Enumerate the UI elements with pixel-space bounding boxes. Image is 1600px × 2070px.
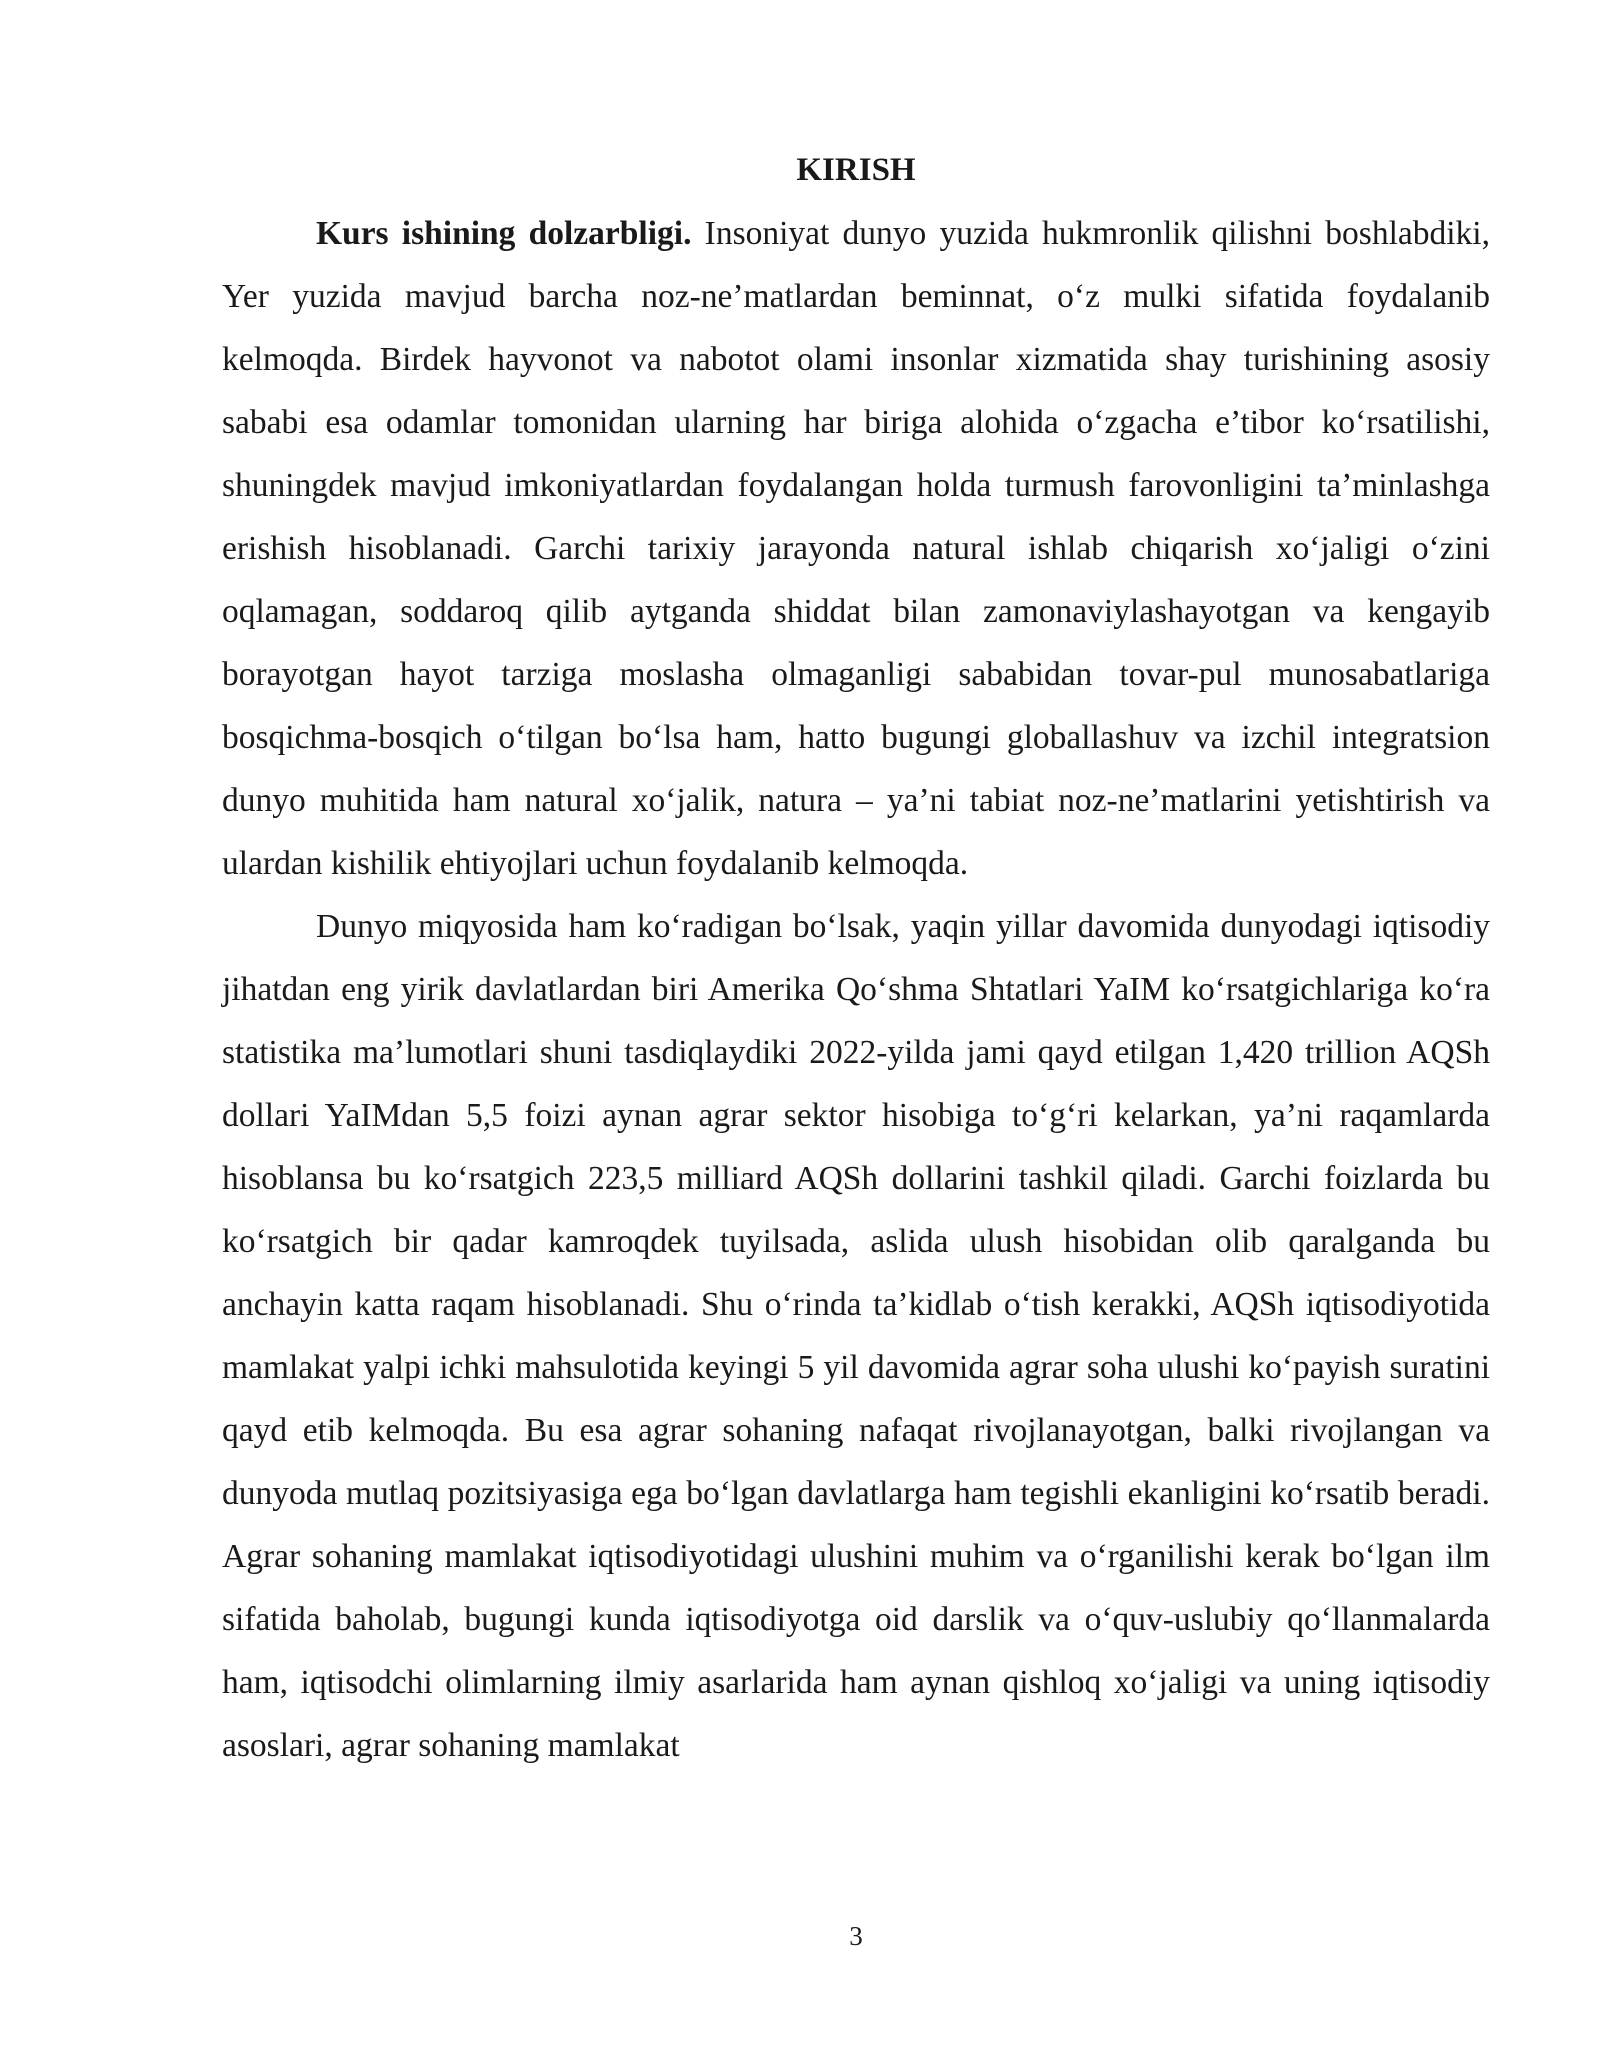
paragraph-text: Dunyo miqyosida ham ko‘radigan bo‘lsak, yaqin yillar davomida dunyodagi iqtisodiy jihatdan eng yirik davlatlardan biri Amerika Qo‘shma Shtatlari YaIM ko‘rsatgichlariga ko‘ra statistika ma’lumotlari shuni tasdiqlaydiki 2022-yilda jami qayd etilgan 1,420 trillion AQSh dollari YaIMdan 5,5 foizi aynan agrar sektor hisobiga to‘g‘ri kelarkan, ya’ni raqamlarda hisoblansa bu ko‘rsatgich 223,5 milliard AQSh dollarini tashkil qiladi. Garchi foizlarda bu ko‘rsatgich bir qadar kamroqdek tuyilsada, aslida ulush hisobidan olib qaralganda bu anchayin katta raqam hisoblanadi. Shu o‘rinda ta’kidlab o‘tish kerakki, AQSh iqtisodiyotida mamlakat yalpi ichki mahsulotida keyingi 5 yil davomida agrar soha ulushi ko‘payish suratini qayd etib kelmoqda. Bu esa agrar sohaning nafaqat rivojlanayotgan, balki rivojlangan va dunyoda mutlaq pozitsiyasiga ega bo‘lgan davlatlarga ham tegishli ekanligini ko‘rsatib beradi. Agrar sohaning mamlakat iqtisodiyotidagi ulushini muhim va o‘rganilishi kerak bo‘lgan ilm sifatida baholab, bugungi kunda iqtisodiyotga oid darslik va o‘quv-uslubiy qo‘llanmalarda ham, iqtisodchi olimlarning ilmiy asarlarida ham aynan qishloq xo‘jaligi va uning iqtisodiy asoslari, agrar sohaning mamlakat <box>222 908 1490 1764</box>
body-text <box>222 202 1490 1777</box>
heading-container <box>222 146 1490 194</box>
paragraph-text: Insoniyat dunyo yuzida hukmronlik qilishni boshlabdiki, Yer yuzida mavjud barcha noz-ne’matlardan beminnat, o‘z mulki sifatida foydalanib kelmoqda. Birdek hayvonot va nabotot olami insonlar xizmatida shay turishining asosiy sababi esa odamlar tomonidan ularning har biriga alohida o‘zgacha e’tibor ko‘rsatilishi, shuningdek mavjud imkoniyatlardan foydalangan holda turmush farovonligini ta’minlashga erishish hisoblanadi. Garchi tarixiy jarayonda natural ishlab chiqarish xo‘jaligi o‘zini oqlamagan, soddaroq qilib aytganda shiddat bilan zamonaviylashayotgan va kengayib borayotgan hayot tarziga moslasha olmaganligi sababidan tovar-pul munosabatlariga bosqichma-bosqich o‘tilgan bo‘lsa ham, hatto bugungi globallashuv va izchil integratsion dunyo muhitida ham natural xo‘jalik, natura – ya’ni tabiat noz-ne’matlarini yetishtirish va ulardan kishilik ehtiyojlari uchun foydalanib kelmoqda. <box>222 215 1490 882</box>
paragraph-1 <box>222 202 1490 895</box>
paragraph-2 <box>222 895 1490 1777</box>
page-heading: KIRISH <box>796 152 916 188</box>
paragraph-lead: Kurs ishining dolzarbligi. <box>316 215 692 252</box>
page-number: 3 <box>849 1921 863 1951</box>
